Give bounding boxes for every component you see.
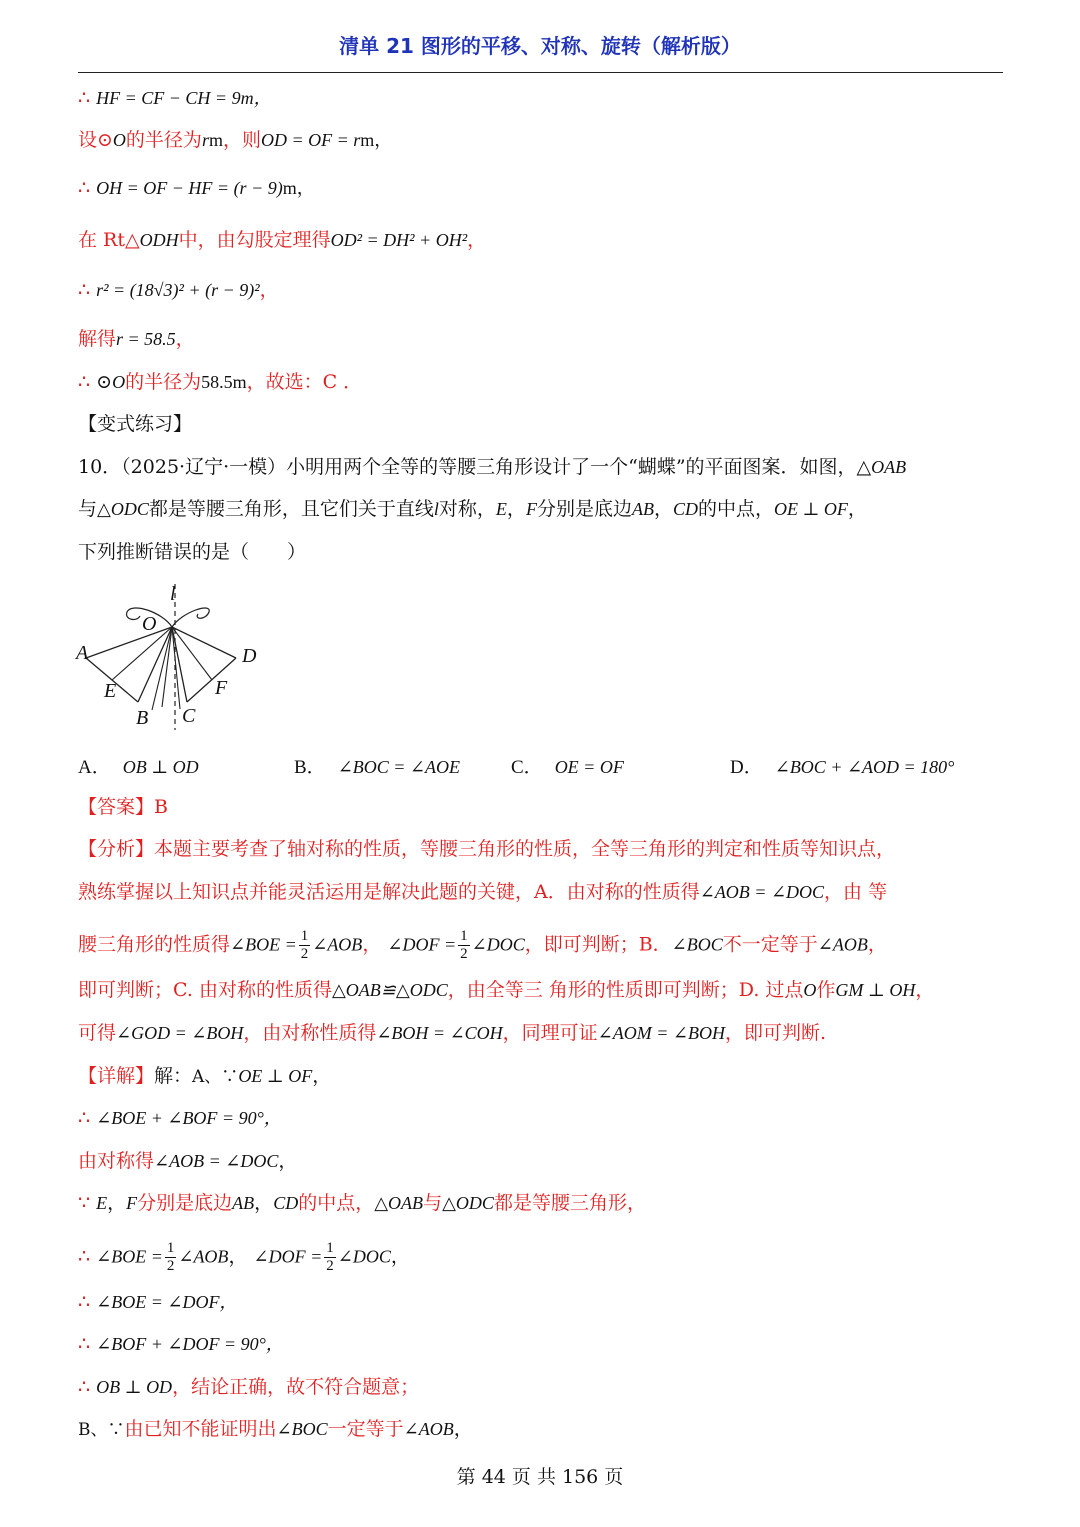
analysis-line-2: 熟练掌握以上知识点并能灵活运用是解决此题的关键，A．由对称的性质得∠AOB = ∠DOC，由 等 [78,881,888,903]
detail-line-6: ∴ ∠BOE = ∠DOF， [78,1291,238,1313]
solution-line-1: ∴ HF = CF − CH = 9m， [78,87,272,109]
label-E: E [104,680,117,702]
detail-line-7: ∴ ∠BOF + ∠DOF = 90°， [78,1333,284,1355]
solution-line-7: ∴ ⊙O的半径为58.5m，故选：C ． [78,371,363,393]
solution-line-6: 解得r = 58.5， [78,328,195,350]
fraction-half: $\frac{1}{2}$ [300,928,309,962]
butterfly-figure [72,582,272,732]
question-line-3: 下列推断错误的是（ ） [78,541,307,563]
header-divider [78,72,1003,73]
analysis-line-3: 腰三角形的性质得∠BOE = $\frac{1}{2}$ ∠AOB， ∠DOF = $\frac{1}{2}$ ∠DOC，即可判断；B．∠BOC不一定等于∠AOB， [78,928,887,962]
detail-line-1: 【详解】解：A、∵OE ⊥ OF， [78,1065,332,1087]
analysis-line-4: 即可判断；C. 由对称的性质得△OAB≌△ODC，由全等三 角形的性质即可判断；D. 过点O作GM ⊥ OH， [78,979,935,1001]
label-l: l [170,583,176,605]
label-C: C [182,705,196,727]
analysis-line-5: 可得∠GOD = ∠BOH，由对称性质得∠BOH = ∠COH，同理可证∠AOM = ∠BOH，即可判断. [78,1022,827,1044]
solution-line-5: ∴ r² = (18√3)² + (r − 9)²， [78,279,279,301]
choice-d[interactable]: D． ∠BOC + ∠AOD = 180° [730,757,955,778]
label-D: D [242,645,257,667]
detail-line-3: 由对称得∠AOB = ∠DOC， [78,1150,298,1172]
fraction-half: $\frac{1}{2}$ [166,1240,175,1274]
page-header-title: 清单 21 图形的平移、对称、旋转（解析版） [339,34,741,58]
question-line-1: 10．（2025·辽宁·一模）小明用两个全等的等腰三角形设计了一个“蝴蝶”的平面图案．如图，△OAB [78,456,907,478]
label-O: O [142,613,157,635]
choice-c[interactable]: C． OE = OF [511,757,624,778]
detail-line-8: ∴ OB ⊥ OD，结论正确，故不符合题意； [78,1376,420,1398]
label-B: B [136,707,149,729]
detail-line-5: ∴ ∠BOE = $\frac{1}{2}$ ∠AOB， ∠DOF = $\frac{1}{2}$ ∠DOC， [78,1240,410,1274]
fraction-half: $\frac{1}{2}$ [460,928,468,962]
page-footer: 第 44 页 共 156 页 [456,1466,624,1488]
detail-line-9: B、∵由已知不能证明出∠BOC一定等于∠AOB， [78,1418,473,1440]
label-A: A [76,642,89,664]
solution-line-2: 设⊙O的半径为rm，则OD = OF = rm， [78,129,393,151]
fraction-half: $\frac{1}{2}$ [326,1240,334,1274]
choice-a[interactable]: A． OB ⊥ OD [78,757,199,778]
solution-line-4: 在 Rt△ODH中，由勾股定理得OD² = DH² + OH²， [78,229,487,251]
choice-b[interactable]: B． ∠BOC = ∠AOE [294,757,460,778]
question-line-2: 与△ODC都是等腰三角形，且它们关于直线l对称，E，F分别是底边AB，CD的中点，OE ⊥ OF， [78,498,867,520]
right-antenna [172,608,209,627]
detail-line-2: ∴ ∠BOE + ∠BOF = 90°， [78,1107,282,1129]
analysis-line-1: 【分析】本题主要考查了轴对称的性质，等腰三角形的性质，全等三角形的判定和性质等知识点， [78,838,896,860]
solution-line-3: ∴ OH = OF − HF = (r − 9)m， [78,177,315,199]
answer-line: 【答案】B [78,796,168,818]
label-F: F [215,677,228,699]
detail-line-4: ∵ E，F分别是底边AB，CD的中点，△OAB与△ODC都是等腰三角形， [78,1192,646,1214]
variant-exercise-heading: 【变式练习】 [78,413,193,435]
